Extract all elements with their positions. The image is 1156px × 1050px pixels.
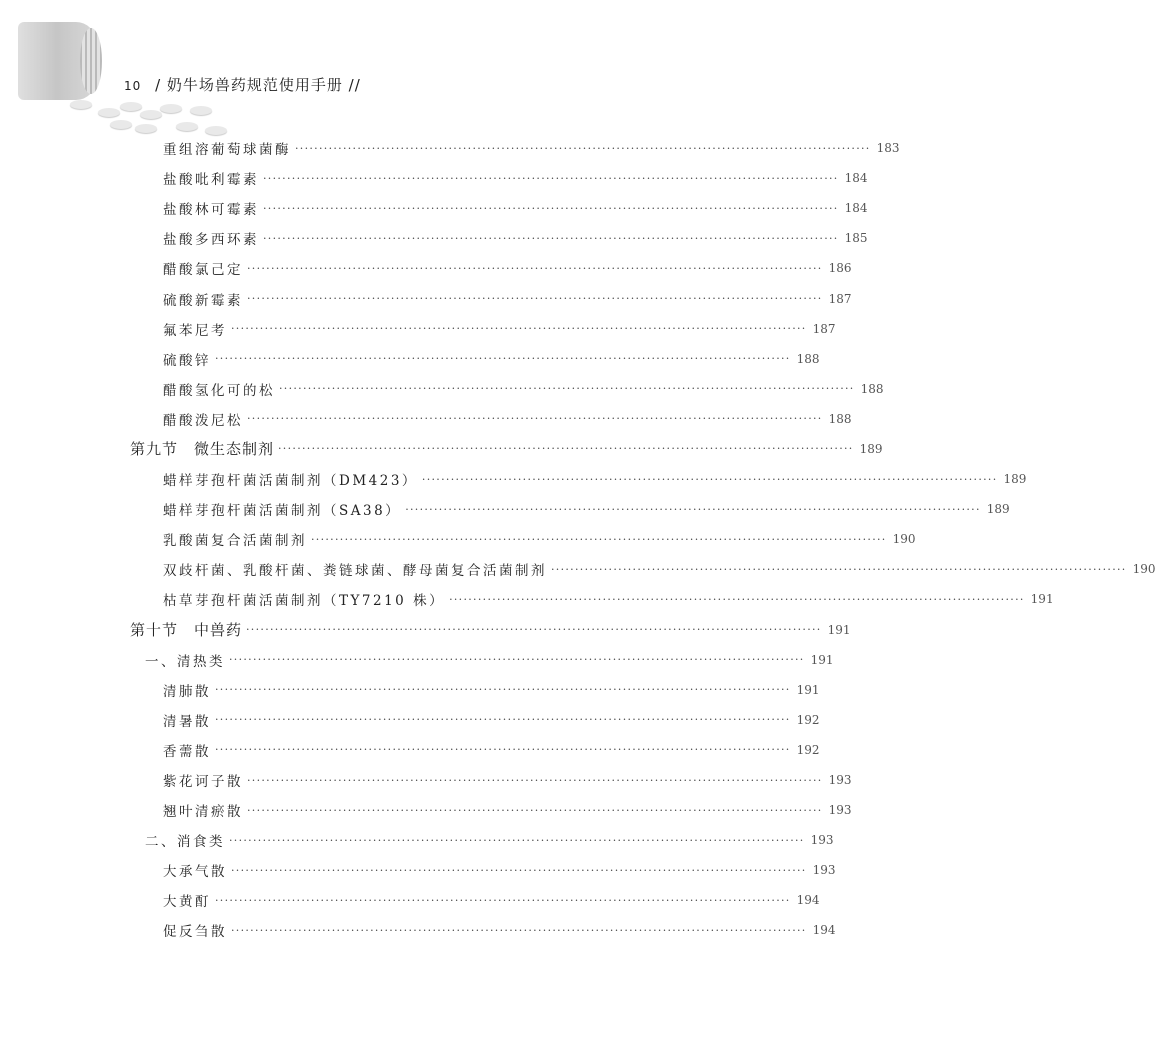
toc-entry-title: 乳酸菌复合活菌制剂 — [163, 533, 307, 550]
toc-entry-title: 香薷散 — [163, 743, 211, 760]
toc-entry-title: 硫酸新霉素 — [163, 292, 243, 309]
toc-entry-title: 醋酸氢化可的松 — [163, 382, 275, 399]
toc-entry-title: 第九节 微生态制剂 — [130, 440, 275, 459]
toc-entry[interactable] — [0, 344, 820, 374]
toc-entry[interactable] — [0, 494, 1010, 524]
toc-entry[interactable] — [0, 885, 820, 915]
toc-entry[interactable] — [0, 314, 836, 344]
page-number: 10 — [124, 79, 142, 93]
toc-entry-page: 187 — [812, 321, 836, 336]
dot-leader: ························································································································ — [231, 923, 807, 937]
toc-entry[interactable] — [0, 675, 820, 705]
dot-leader: ························································································································ — [247, 803, 823, 817]
toc-entry-title: 枯草芽孢杆菌活菌制剂（TY7210 株） — [163, 593, 446, 610]
toc-entry[interactable] — [0, 584, 1054, 614]
pill-image — [98, 108, 120, 117]
toc-entry-page: 191 — [1030, 592, 1054, 607]
toc-entry-title: 盐酸多西环素 — [163, 232, 259, 249]
toc-entry-page: 187 — [828, 291, 852, 306]
toc-entry-page: 189 — [859, 441, 883, 456]
toc-entry[interactable] — [0, 735, 820, 765]
dot-leader: ························································································································ — [215, 352, 791, 366]
toc-entry-title: 硫酸锌 — [163, 352, 211, 369]
toc-entry-title: 翘叶清瘀散 — [163, 804, 243, 821]
toc-entry-title: 蜡样芽孢杆菌活菌制剂（SA38） — [163, 503, 402, 520]
toc-entry-page: 193 — [810, 833, 834, 848]
pill-image — [70, 100, 92, 109]
toc-entry-title: 二、消食类 — [145, 834, 225, 851]
toc-entry-title: 重组溶葡萄球菌酶 — [163, 142, 291, 159]
toc-entry-page: 186 — [828, 261, 852, 276]
toc-entry-page: 193 — [812, 863, 836, 878]
pill-image — [110, 120, 132, 129]
toc-entry-page: 193 — [828, 803, 852, 818]
toc-entry[interactable] — [0, 645, 834, 675]
toc-entry-title: 清暑散 — [163, 713, 211, 730]
toc-entry-title: 双歧杆菌、乳酸杆菌、粪链球菌、酵母菌复合活菌制剂 — [163, 563, 547, 580]
dot-leader: ························································································································ — [215, 743, 791, 757]
toc-entry[interactable] — [0, 524, 916, 554]
dot-leader: ························································································································ — [278, 442, 854, 456]
book-title: / 奶牛场兽药规范使用手册 // — [155, 76, 361, 94]
toc-entry-page: 191 — [810, 652, 834, 667]
toc-entry[interactable] — [0, 434, 883, 464]
pill-image — [140, 110, 162, 119]
toc-entry-page: 183 — [876, 141, 900, 156]
toc-entry[interactable] — [0, 374, 884, 404]
dot-leader: ························································································································ — [263, 201, 839, 215]
dot-leader: ························································································································ — [231, 322, 807, 336]
dot-leader: ························································································································ — [215, 893, 791, 907]
dot-leader: ························································································································ — [247, 261, 823, 275]
toc-entry-title: 醋酸泼尼松 — [163, 412, 243, 429]
toc-entry[interactable] — [0, 223, 868, 253]
toc-entry[interactable] — [0, 163, 868, 193]
toc-entry-page: 188 — [828, 411, 852, 426]
toc-entry[interactable] — [0, 554, 1156, 584]
toc-entry[interactable] — [0, 765, 852, 795]
toc-entry-page: 189 — [986, 502, 1010, 517]
toc-entry-title: 紫花诃子散 — [163, 774, 243, 791]
dot-leader: ························································································································ — [215, 683, 791, 697]
toc-entry-page: 193 — [828, 773, 852, 788]
dot-leader: ························································································································ — [263, 231, 839, 245]
toc-entry-title: 一、清热类 — [145, 653, 225, 670]
toc-entry[interactable] — [0, 133, 900, 163]
running-header — [124, 74, 361, 95]
toc-entry-page: 194 — [812, 923, 836, 938]
toc-entry-title: 促反刍散 — [163, 924, 227, 941]
toc-entry-title: 氟苯尼考 — [163, 322, 227, 339]
toc-entry-page: 188 — [860, 381, 884, 396]
toc-entry[interactable] — [0, 253, 852, 283]
dot-leader: ························································································································ — [247, 292, 823, 306]
toc-entry-page: 192 — [796, 742, 820, 757]
toc-entry-page: 191 — [796, 682, 820, 697]
toc-entry[interactable] — [0, 915, 836, 945]
dot-leader: ························································································································ — [551, 562, 1127, 576]
toc-entry-title: 大黄酊 — [163, 894, 211, 911]
dot-leader: ························································································································ — [215, 713, 791, 727]
toc-entry-page: 185 — [844, 231, 868, 246]
pill-image — [160, 104, 182, 113]
toc-entry-page: 189 — [1003, 472, 1027, 487]
toc-entry-title: 盐酸吡利霉素 — [163, 172, 259, 189]
toc-entry-page: 194 — [796, 893, 820, 908]
toc-entry[interactable] — [0, 855, 836, 885]
toc-entry[interactable] — [0, 825, 834, 855]
pill-image — [135, 124, 157, 133]
dot-leader: ························································································································ — [231, 863, 807, 877]
toc-entry-title: 盐酸林可霉素 — [163, 202, 259, 219]
dot-leader: ························································································································ — [295, 141, 871, 155]
toc-entry-page: 191 — [827, 622, 851, 637]
dot-leader: ························································································································ — [229, 833, 805, 847]
dot-leader: ························································································································ — [247, 773, 823, 787]
dot-leader: ························································································································ — [421, 472, 998, 486]
pill-image — [176, 122, 198, 131]
dot-leader: ························································································································ — [405, 502, 981, 516]
toc-entry-page: 188 — [796, 351, 820, 366]
toc-entry-title: 蜡样芽孢杆菌活菌制剂（DM423） — [163, 473, 418, 490]
toc-entry[interactable] — [0, 193, 868, 223]
toc-entry-title: 醋酸氯己定 — [163, 262, 243, 279]
toc-entry-title: 大承气散 — [163, 864, 227, 881]
dot-leader: ························································································································ — [263, 171, 839, 185]
toc-entry[interactable] — [0, 404, 852, 434]
pill-image — [190, 106, 212, 115]
toc-entry-page: 184 — [844, 201, 868, 216]
dot-leader: ························································································································ — [247, 412, 823, 426]
toc-entry-page: 192 — [796, 712, 820, 727]
toc-entry-page: 190 — [1132, 562, 1156, 577]
toc-entry[interactable] — [0, 615, 851, 645]
dot-leader: ························································································································ — [311, 532, 887, 546]
toc-entry[interactable] — [0, 464, 1027, 494]
pill-image — [120, 102, 142, 111]
dot-leader: ························································································································ — [246, 623, 822, 637]
toc-entry[interactable] — [0, 705, 820, 735]
dot-leader: ························································································································ — [229, 653, 805, 667]
toc-entry[interactable] — [0, 283, 852, 313]
toc-entry-title: 第十节 中兽药 — [130, 621, 243, 640]
toc-entry-title: 清肺散 — [163, 683, 211, 700]
toc-entry-page: 184 — [844, 171, 868, 186]
dot-leader: ························································································································ — [279, 382, 855, 396]
toc-entry[interactable] — [0, 795, 852, 825]
bottle-image — [18, 22, 96, 100]
toc-entry-page: 190 — [892, 532, 916, 547]
dot-leader: ························································································································ — [449, 592, 1025, 606]
table-of-contents — [0, 133, 1156, 946]
